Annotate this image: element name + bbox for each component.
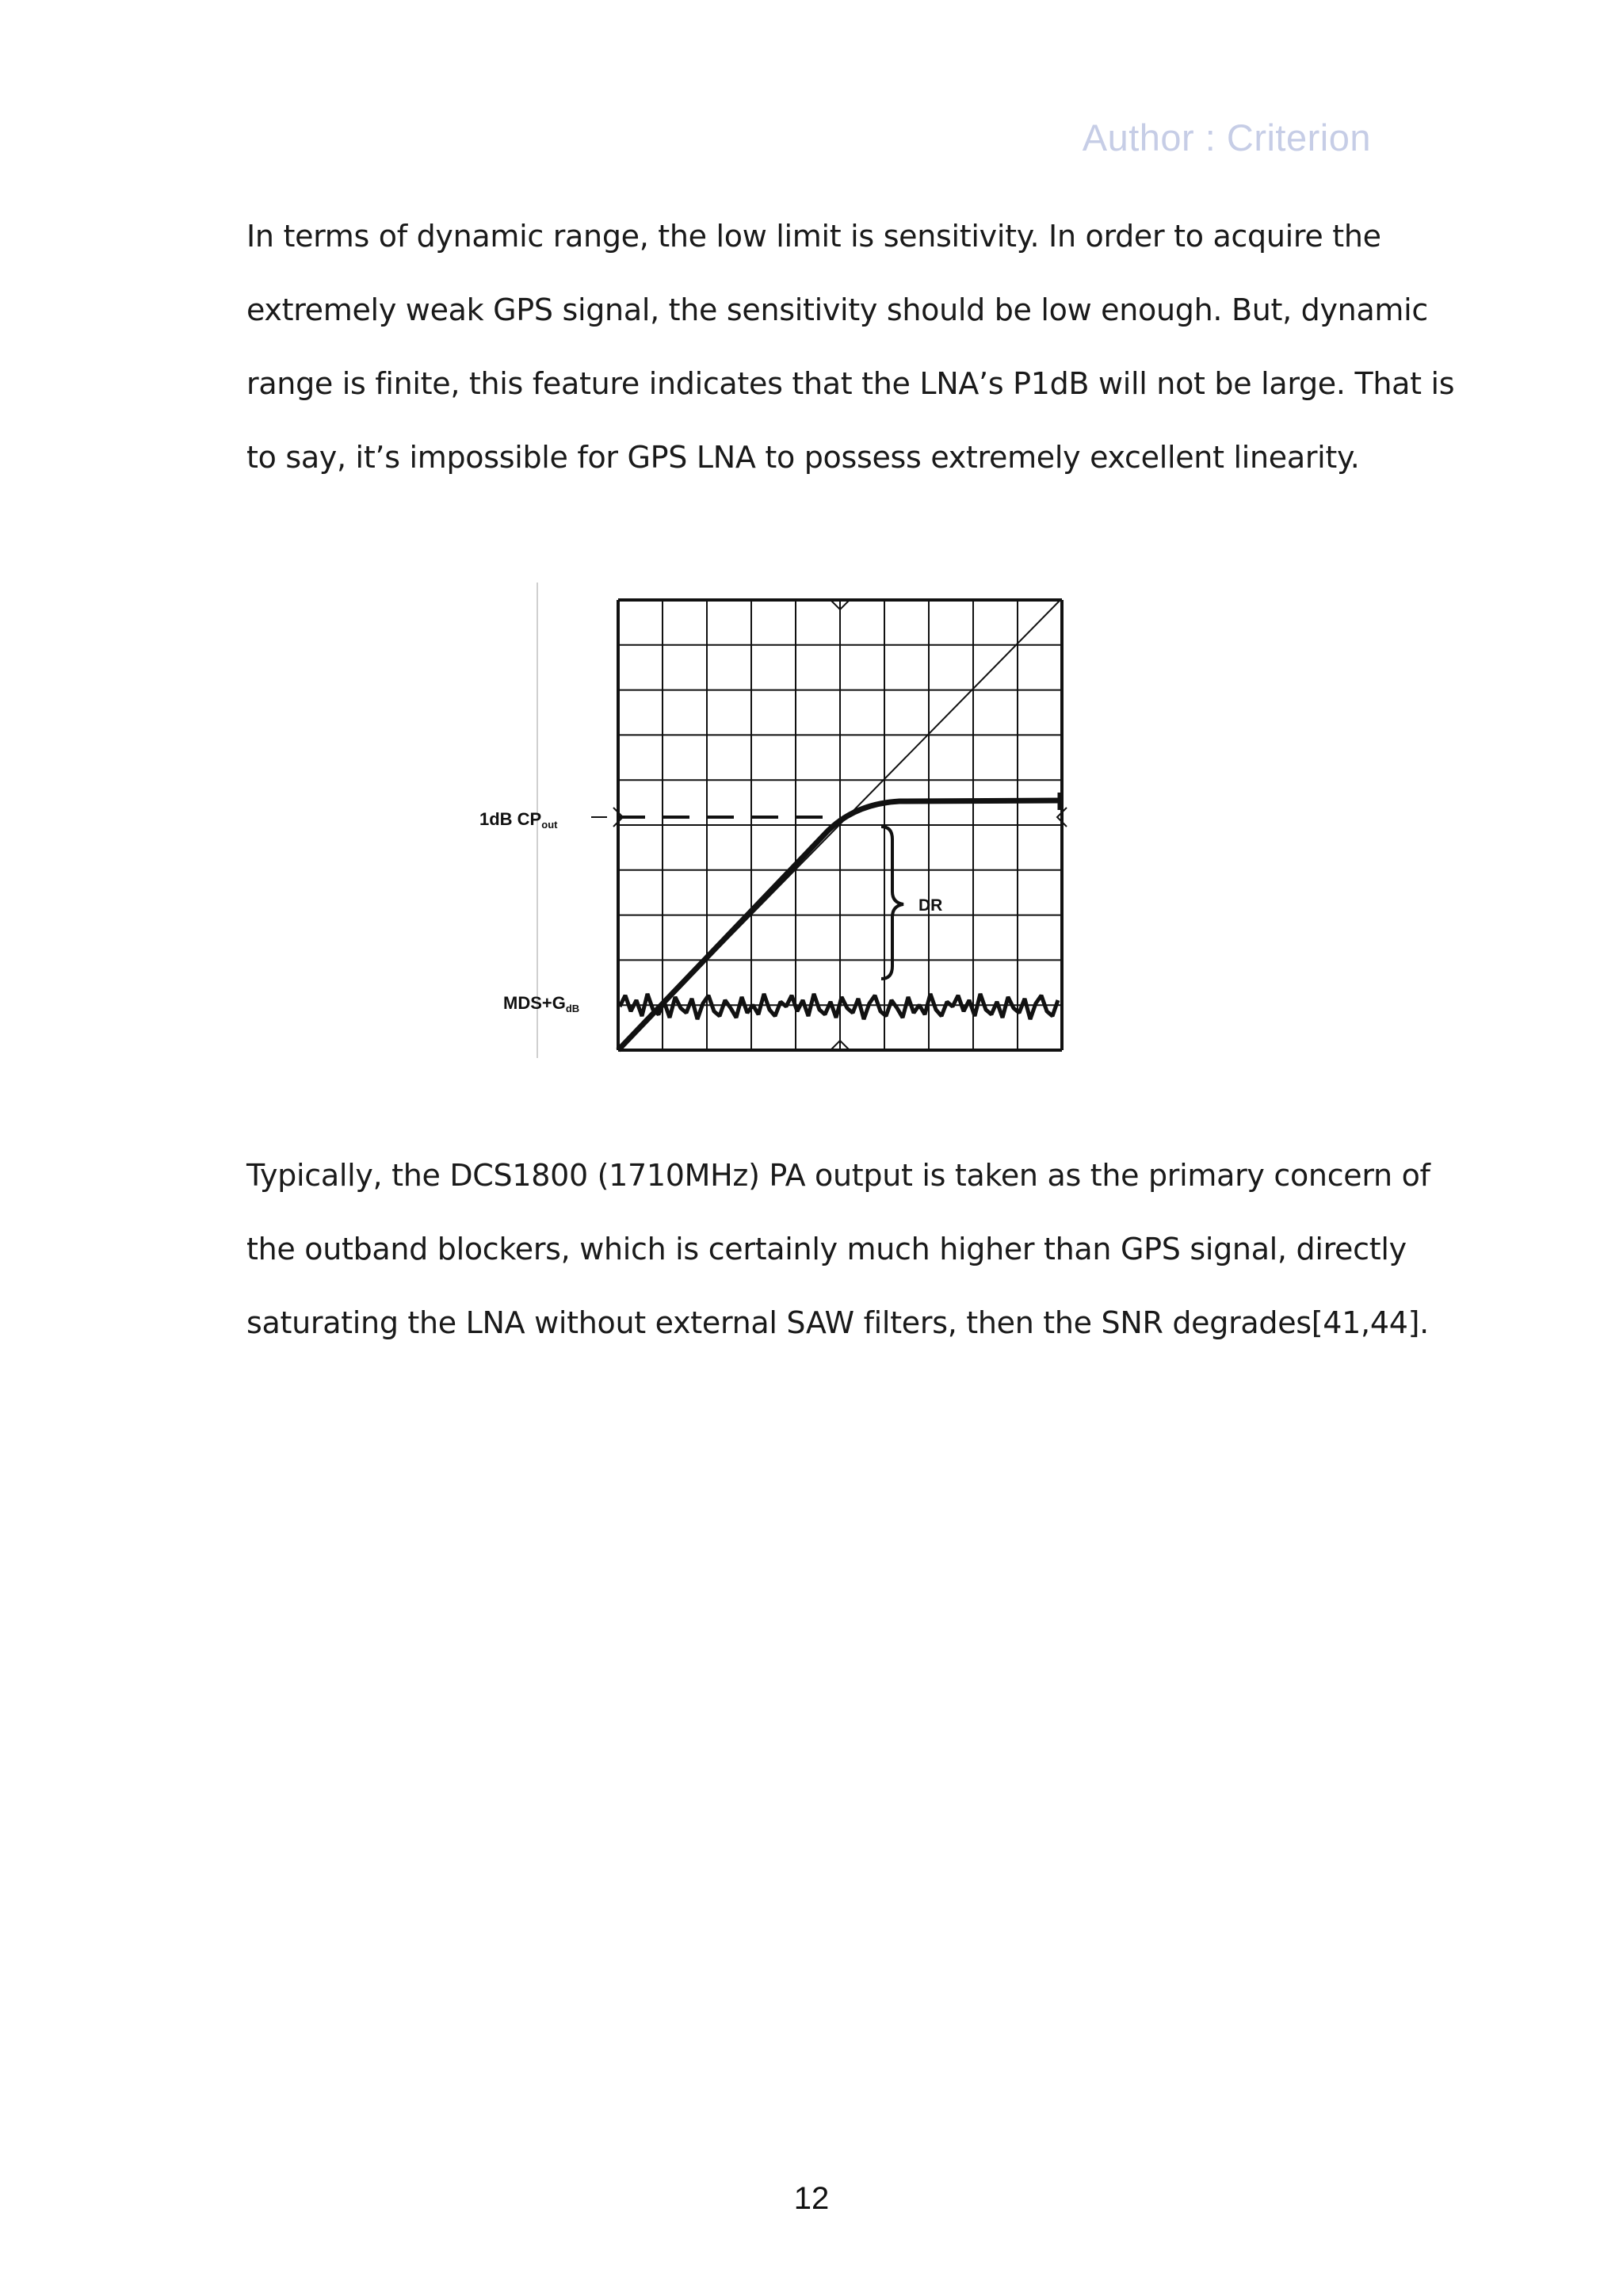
paragraph-line: extremely weak GPS signal, the sensitivity should be low enough. But, dynamic [246,292,1429,327]
paragraph-line: to say, it’s impossible for GPS LNA to possess extremely excellent linearity. [246,440,1360,475]
page-number: 12 [793,2181,830,2216]
dynamic-range-diagram [444,575,1078,1066]
dynamic-range-figure [444,575,1078,1066]
paragraph-line: range is finite, this feature indicates that the LNA’s P1dB will not be large. That is [246,366,1455,401]
p1db-label: 1dB CPout [479,809,558,831]
paragraph-dynamic-range [246,200,1455,495]
paragraph-line: In terms of dynamic range, the low limit is sensitivity. In order to acquire the [246,219,1381,254]
paragraph-line: Typically, the DCS1800 (1710MHz) PA output is taken as the primary concern of [246,1158,1430,1193]
paragraph-blockers [246,1139,1430,1360]
noise-floor-trace [620,994,1058,1019]
mds-label: MDS+GdB [503,993,580,1014]
author-header: Author : Criterion [1082,117,1371,159]
dr-label: DR [918,896,943,915]
paragraph-line: saturating the LNA without external SAW filters, then the SNR degrades[41,44]. [246,1305,1429,1340]
paragraph-line: the outband blockers, which is certainly much higher than GPS signal, directly [246,1232,1407,1266]
